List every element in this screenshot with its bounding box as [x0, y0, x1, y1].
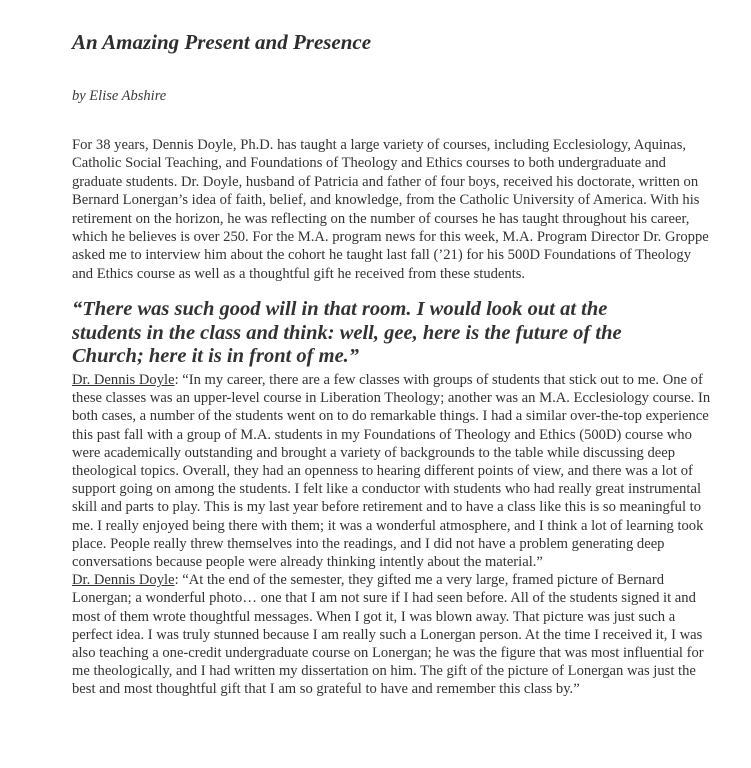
answer-text: “In my career, there are a few classes with groups of students that stick out to me. One of these classes was an upper-level course in Liberation Theology; another was an M.A. Ecclesiology course. In both cases, a number of the students went on to do remarkable things. I had a similar over-the-top experience this past fall with a group of M.A. students in my Foundations of Theology and Ethics (500D) course who were academically outstanding and brought a variety of backgrounds to the table while discussing deep theological topics. Overall, they had an openness to hearing different points of view, and there was a lot of support going on among the students. I felt like a conductor with students who had really great instrumental skill and parts to play. This is my last year before retirement and to have a class like this is so meaningful to me. I really enjoyed being there with them; it was a wonderful atmosphere, and I think a lot of learning took place. People really threw themselves into the readings, and I did not have a problem generating deep conversations because people were already thinking intently about the material.”	[72, 372, 711, 571]
answer-paragraph	[72, 371, 712, 571]
answer-paragraph	[72, 571, 712, 698]
speaker-separator: :	[174, 372, 183, 388]
pull-quote: “There was such good will in that room. I would look out at the students in the class and think: well, gee, here is the future of the Church; here it is in front of me.”	[72, 298, 622, 367]
speaker-name: Dr. Dennis Doyle	[72, 372, 175, 388]
answer-text: “At the end of the semester, they gifted me a very large, framed picture of Bernard Lonergan; a wonderful photo… one that I am not sure if I had seen before. All of the students signed it and most of them wrote thoughtful messages. When I got it, I was blown away. That picture was just such a perfect idea. I was truly stunned because I am really such a Lonergan person. At the time I received it, I was also teaching a one-credit undergraduate course on Lonergan; he was the figure that was most influential for me theologically, and I had written my dissertation on him. The gift of the picture of Lonergan was just the best and most thoughtful gift that I am so grateful to have and remember this class by.”	[72, 572, 704, 698]
speaker-separator: :	[174, 572, 183, 589]
article-title: An Amazing Present and Presence	[72, 30, 372, 54]
interview-answers	[72, 371, 712, 699]
speaker-name: Dr. Dennis Doyle	[72, 572, 175, 589]
intro-paragraph: For 38 years, Dennis Doyle, Ph.D. has taught a large variety of courses, including Ecclesiology, Aquinas, Catholic Social Teaching, and Foundations of Theology and Ethics courses to both undergraduate and graduate students. Dr. Doyle, husband of Patricia and father of four boys, received his doctorate, written on Bernard Lonergan’s idea of faith, belief, and knowledge, from the Catholic University of America. With his retirement on the horizon, he was reflecting on the number of courses he has taught throughout his career, which he believes is over 250. For the M.A. program news for this week, M.A. Program Director Dr. Groppe asked me to interview him about the cohort he taught last fall (’21) for his 500D Foundations of Theology and Ethics course as well as a thoughtful gift he received from these students.	[72, 137, 709, 282]
article-byline: by Elise Abshire	[72, 88, 167, 104]
